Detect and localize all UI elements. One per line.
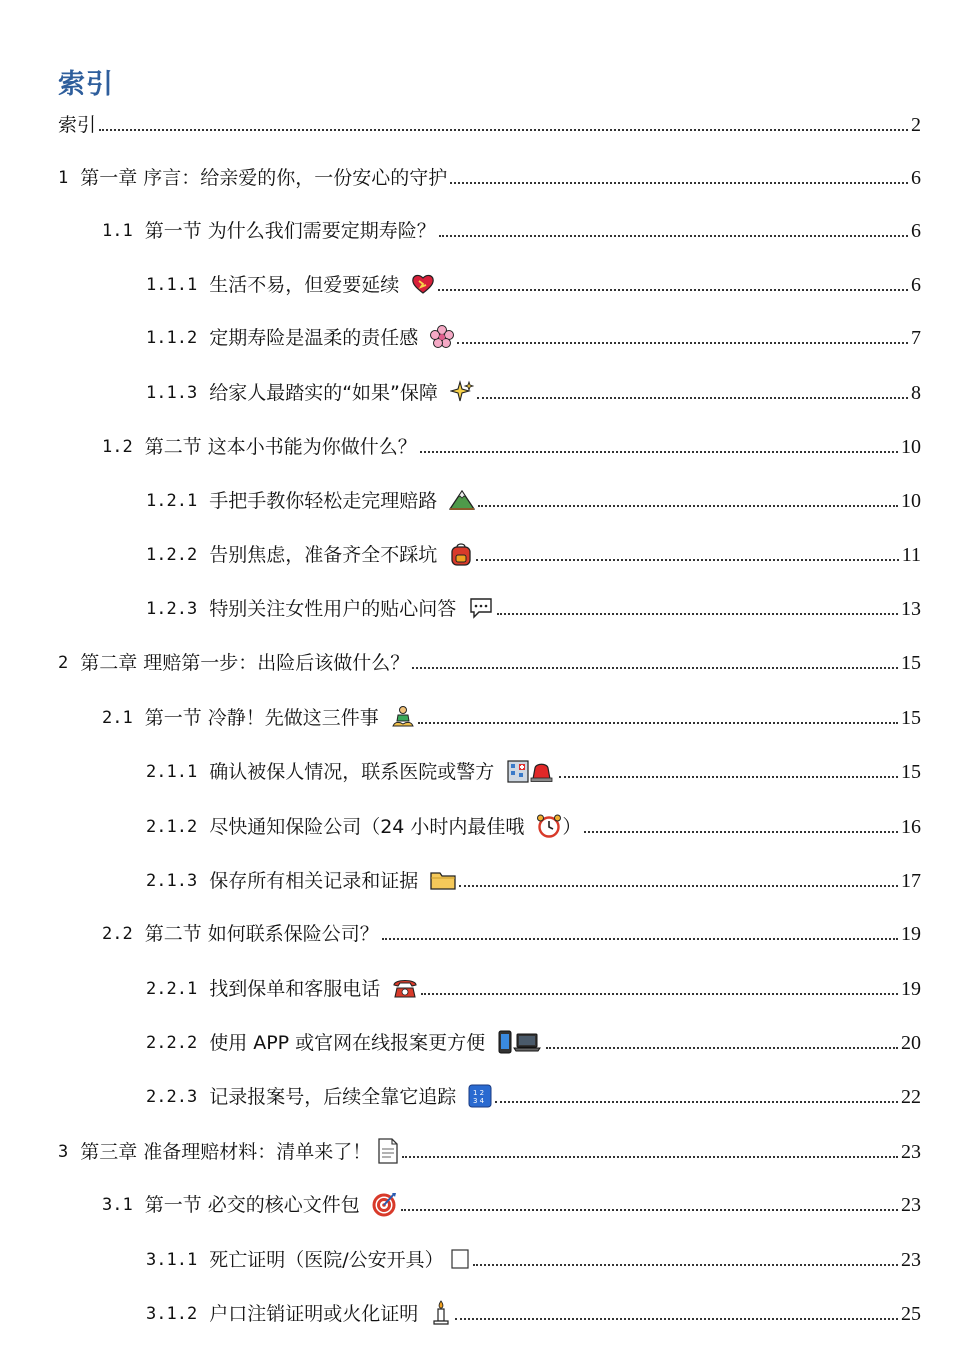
- toc-entry-title: 第二章 理赔第一步：出险后该做什么？: [80, 652, 410, 674]
- dot-leader: [438, 289, 908, 291]
- toc-entry-page-number: 6: [911, 274, 921, 296]
- dot-leader: [559, 776, 898, 778]
- toc-entry-title: 索引: [58, 114, 97, 136]
- dot-leader: [495, 1101, 898, 1103]
- dot-leader: [99, 129, 908, 131]
- toc-entry-title: 第一节 为什么我们需要定期寿险？: [144, 220, 436, 242]
- telephone-icon: [392, 976, 418, 1000]
- toc-entry[interactable]: [102, 916, 921, 946]
- phone-laptop-icon: [497, 1030, 543, 1054]
- sparkles-icon: [450, 380, 474, 404]
- dot-leader: [546, 1047, 898, 1049]
- toc-entry-title: 定期寿险是温柔的责任感: [209, 327, 419, 349]
- backpack-icon: [449, 542, 473, 566]
- toc-entry[interactable]: [58, 1134, 921, 1164]
- toc-entry-number: 1.1.3: [146, 383, 198, 403]
- dot-leader: [478, 505, 898, 507]
- toc-entry-title: 生活不易，但爱要延续: [209, 274, 400, 296]
- toc-entry-page-number: 6: [911, 167, 921, 189]
- dot-leader: [439, 235, 908, 237]
- sparkling-heart-icon: [411, 272, 435, 296]
- toc-entry[interactable]: [146, 483, 921, 513]
- toc-entry-number: 2.2: [102, 924, 133, 944]
- toc-entry-number: 1: [58, 168, 69, 188]
- svg-text:3 4: 3 4: [473, 1097, 485, 1105]
- toc-entry-number: 2.1.3: [146, 871, 198, 891]
- toc-entry-title: 使用 APP 或官网在线报案更方便: [209, 1032, 486, 1054]
- toc-entry[interactable]: [146, 320, 921, 350]
- toc-entry-title: 特别关注女性用户的贴心问答: [209, 598, 457, 620]
- toc-entry-page-number: 6: [911, 220, 921, 242]
- target-icon: [372, 1192, 398, 1216]
- toc-entry-title: 户口注销证明或火化证明: [209, 1303, 419, 1325]
- toc-entry-title: 给家人最踏实的“如果”保障: [209, 382, 438, 404]
- toc-entry[interactable]: [102, 1187, 921, 1217]
- dot-leader: [459, 885, 898, 887]
- toc-entry[interactable]: [58, 107, 921, 137]
- toc-entry-number: 3.1.1: [146, 1250, 198, 1270]
- dot-leader: [450, 182, 908, 184]
- toc-entry-title: 手把手教你轻松走完理赔路: [209, 490, 438, 512]
- toc-entry-number: 1.2: [102, 437, 133, 457]
- toc-entry-title: 尽快通知保险公司（24 小时内最佳哦: [209, 816, 525, 838]
- toc-entry[interactable]: [102, 429, 921, 459]
- mountain-icon: [449, 488, 475, 512]
- toc-entry-number: 2: [58, 653, 69, 673]
- toc-entry[interactable]: [146, 267, 921, 297]
- dot-leader: [420, 451, 898, 453]
- dot-leader: [476, 559, 899, 561]
- toc-entry-page-number: 25: [901, 1303, 921, 1325]
- dot-leader: [382, 938, 898, 940]
- toc-entry-number: 1.2.3: [146, 599, 198, 619]
- toc-entry-number: 1.2.2: [146, 545, 198, 565]
- folder-icon: [430, 868, 456, 892]
- toc-entry-number: 2.2.3: [146, 1087, 198, 1107]
- dot-leader: [584, 831, 898, 833]
- toc-entry-title-suffix: ）: [562, 816, 582, 838]
- toc-entry-number: 3.1: [102, 1195, 133, 1215]
- alarm-clock-icon: [536, 814, 562, 838]
- toc-entry-page-number: 10: [901, 436, 921, 458]
- toc-entry-title: 死亡证明（医院/公安开具）: [209, 1249, 444, 1271]
- dot-leader: [418, 722, 898, 724]
- toc-entry-page-number: 23: [901, 1249, 921, 1271]
- toc-entry-title: 第一节 必交的核心文件包: [144, 1194, 360, 1216]
- toc-entry-number: 1.1.1: [146, 275, 198, 295]
- toc-entry-page-number: 17: [901, 870, 921, 892]
- page-icon: [377, 1139, 399, 1163]
- hospital-siren-icon: [506, 759, 556, 783]
- toc-entry[interactable]: [146, 863, 921, 893]
- toc-entry-title: 第一章 序言：给亲爱的你，一份安心的守护: [80, 167, 448, 189]
- dot-leader: [402, 1156, 898, 1158]
- toc-entry[interactable]: [146, 809, 921, 839]
- toc-entry-number: 1.1: [102, 221, 133, 241]
- toc-entry-number: 2.1.2: [146, 817, 198, 837]
- dot-leader: [457, 342, 908, 344]
- toc-entry-page-number: 23: [901, 1141, 921, 1163]
- dot-leader: [421, 993, 898, 995]
- toc-entry[interactable]: [146, 971, 921, 1001]
- cherry-blossom-icon: [430, 325, 454, 349]
- toc-entry-page-number: 15: [901, 652, 921, 674]
- toc-entry[interactable]: [146, 537, 921, 567]
- toc-entry-page-number: 13: [901, 598, 921, 620]
- toc-entry[interactable]: [146, 1079, 921, 1109]
- toc-entry-number: 1.2.1: [146, 491, 198, 511]
- toc-entry-page-number: 22: [901, 1086, 921, 1108]
- toc-entry-title: 第一节 冷静！先做这三件事: [144, 707, 379, 729]
- toc-entry[interactable]: [58, 645, 921, 675]
- toc-entry-number: 1.1.2: [146, 328, 198, 348]
- toc-entry-page-number: 2: [911, 114, 921, 136]
- toc-entry-number: 2.2.2: [146, 1033, 198, 1053]
- toc-entry-title: 找到保单和客服电话: [209, 978, 381, 1000]
- toc-entry-title: 告别焦虑，准备齐全不踩坑: [209, 544, 438, 566]
- dot-leader: [497, 613, 898, 615]
- toc-entry-page-number: 7: [911, 327, 921, 349]
- dot-leader: [401, 1209, 898, 1211]
- toc-entry[interactable]: [102, 700, 921, 730]
- speech-bubble-icon: [468, 596, 494, 620]
- toc-entry[interactable]: [58, 160, 921, 190]
- page-title: 索引: [58, 69, 114, 100]
- toc-entry-page-number: 10: [901, 490, 921, 512]
- toc-entry[interactable]: [146, 1025, 921, 1055]
- toc-entry-title: 保存所有相关记录和证据: [209, 870, 419, 892]
- dot-leader: [477, 397, 908, 399]
- candle-icon: [430, 1301, 452, 1325]
- toc-entry-number: 2.1: [102, 708, 133, 728]
- toc-entry-number: 2.2.1: [146, 979, 198, 999]
- meditation-icon: [391, 705, 415, 729]
- toc-entry[interactable]: [102, 213, 921, 243]
- toc-entry-page-number: 11: [901, 544, 921, 566]
- svg-text:1 2: 1 2: [473, 1089, 485, 1097]
- dot-leader: [455, 1318, 898, 1320]
- toc-entry-title: 第三章 准备理赔材料：清单来了！: [80, 1141, 372, 1163]
- numbers-icon: [468, 1084, 492, 1108]
- toc-entry-page-number: 20: [901, 1032, 921, 1054]
- dot-leader: [473, 1264, 898, 1266]
- toc-entry-title: 记录报案号，后续全靠它追踪: [209, 1086, 457, 1108]
- toc-entry-number: 2.1.1: [146, 762, 198, 782]
- toc-entry[interactable]: [146, 754, 921, 784]
- toc-entry-number: 3.1.2: [146, 1304, 198, 1324]
- toc-entry-page-number: 15: [901, 707, 921, 729]
- toc-entry[interactable]: [146, 1242, 921, 1272]
- toc-entry-page-number: 19: [901, 923, 921, 945]
- empty-box-icon: [450, 1247, 470, 1271]
- toc-entry-title: 第二节 如何联系保险公司？: [144, 923, 379, 945]
- toc-entry-page-number: 8: [911, 382, 921, 404]
- toc-entry-number: 3: [58, 1142, 69, 1162]
- toc-entry-title: 确认被保人情况，联系医院或警方: [209, 761, 495, 783]
- toc-entry-page-number: 23: [901, 1194, 921, 1216]
- toc-entry-page-number: 19: [901, 978, 921, 1000]
- dot-leader: [412, 667, 898, 669]
- toc-entry[interactable]: [146, 1296, 921, 1326]
- toc-entry-page-number: 16: [901, 816, 921, 838]
- toc-entry-title: 第二节 这本小书能为你做什么？: [144, 436, 417, 458]
- toc-entry[interactable]: [146, 375, 921, 405]
- toc-entry-page-number: 15: [901, 761, 921, 783]
- toc-entry[interactable]: [146, 591, 921, 621]
